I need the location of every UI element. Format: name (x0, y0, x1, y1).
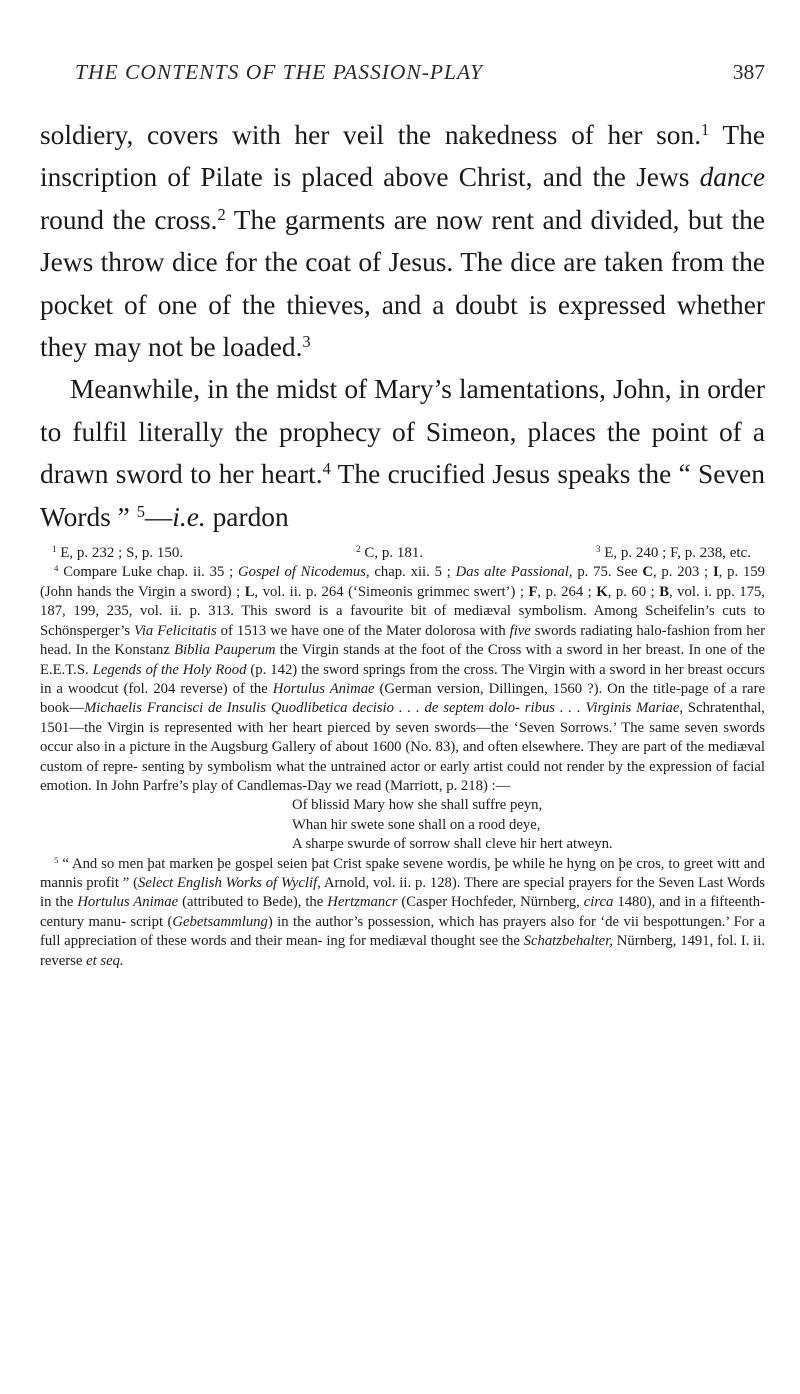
footnote-3: $^3$ E, p. 240 ; F, p. 238, etc. (596, 544, 751, 562)
verse-line: A sharpe swurde of sorrow shall cleve hir hert atweyn. (292, 836, 613, 853)
footnote-2: $^2$ C, p. 181. (356, 544, 424, 562)
verse-line: Whan hir swete sone shall on a rood deye, (292, 816, 541, 833)
main-text (40, 114, 765, 538)
page-number: 387 (732, 60, 765, 84)
footnote-1: $^1$ E, p. 232 ; S, p. 150. (52, 544, 184, 562)
footnote-ref-5[interactable]: 5 (136, 501, 145, 521)
running-title: THE CONTENTS OF THE PASSION-PLAY (75, 60, 483, 84)
paragraph-1: soldiery, covers with her veil the nakedness of her son.$^1$ The inscription of Pilate is placed above Christ, and the Jews dance round the cross.$^2$ The garments are now rent and divided, but the Jews throw dice for the coat of Jesus. The dice are taken from the pocket of one of the thieves, and a doubt is expressed whether they may not be loaded.$^3$ (40, 119, 766, 363)
paragraph-2: Meanwhile, in the midst of Mary’s lamentations, John, in order to fulfil literally the prophecy of Simeon, places the point of a drawn sword to her heart.$^4$ The crucified Jesus speaks the “ Seven Words ” $^5$—i.e. pardon (40, 374, 765, 532)
verse-quotation (40, 796, 765, 854)
running-header (40, 60, 765, 108)
book-page (40, 0, 765, 971)
footnotes (40, 544, 765, 971)
footnote-5: $^5$ “ And so men þat marken þe gospel seien þat Crist spake sevene wordis, þe while he hyng on þe cros, to greet witt and mannis profit ” (Select English Works of Wyclif, Arnold, vol. ii. p. 128). There are special prayers for the Seven Last Words in the Hortulus Animae (attributed to Bede), the Hertzmancr (Casper Hochfeder, Nürnberg, circa 1480), and in a fifteenth-century manu- script (Gebetsammlung) in the author’s possession, which has prayers also for ‘de vii bespottungen.’ For a full appreciation of these words and their mean- ing for mediæval thought see the Schatzbehalter, Nürnberg, 1491, fol. I. ii. reverse et seq. (40, 854, 765, 969)
verse-line: Of blissid Mary how she shall suffre peyn, (292, 797, 543, 814)
footnote-ref-1[interactable]: 1 (701, 119, 710, 139)
footnote-ref-3[interactable]: 3 (302, 332, 311, 351)
footnote-4: $^4$ Compare Luke chap. ii. 35 ; Gospel of Nicodemus, chap. xii. 5 ; Das alte Passional, p. 75. See C, p. 203 ; I, p. 159 (John hands the Virgin a sword) ; L, vol. ii. p. 264 (‘Simeonis grimmec swert’) ; F, p. 264 ; K, p. 60 ; B, vol. i. pp. 175, 187, 199, 235, vol. ii. p. 313. This sword is a favourite bit of mediæval symbolism. Among Scheifelin’s cuts to Schönsperger’s Via Felicitatis of 1513 we have one of the Mater dolorosa with five swords radiating halo-fashion from her head. In the Konstanz Biblia Pauperum the Virgin stands at the foot of the Cross with a sword in her breast. In one of the E.E.T.S. Legends of the Holy Rood (p. 142) the sword springs from the cross. The Virgin with a sword in her breast occurs in a woodcut (fol. 204 reverse) of the Hortulus Animae (German version, Dillingen, 1560 ?). On the title-page of a rare book—Michaelis Francisci de Insulis Quodlibetica decisio . . . de septem dolo- ribus . . . Virginis Mariae, Schratenthal, 1501—the Virgin is represented with her heart pierced by seven swords—the ‘Seven Sorrows.’ The same seven swords occur also in a picture in the Augsburg Gallery of about 1600 (No. 83), and often elsewhere. They are part of the mediæval custom of repre- senting by symbolism what the untrained actor or early artist could not render by the expression of facial emotion. In John Parfre’s play of Candlemas-Day we read (Marriott, p. 218) :— (40, 563, 766, 794)
footnote-ref-4[interactable]: 4 (322, 459, 331, 479)
footnotes-1-3 (40, 544, 765, 563)
footnote-ref-2[interactable]: 2 (217, 204, 226, 224)
